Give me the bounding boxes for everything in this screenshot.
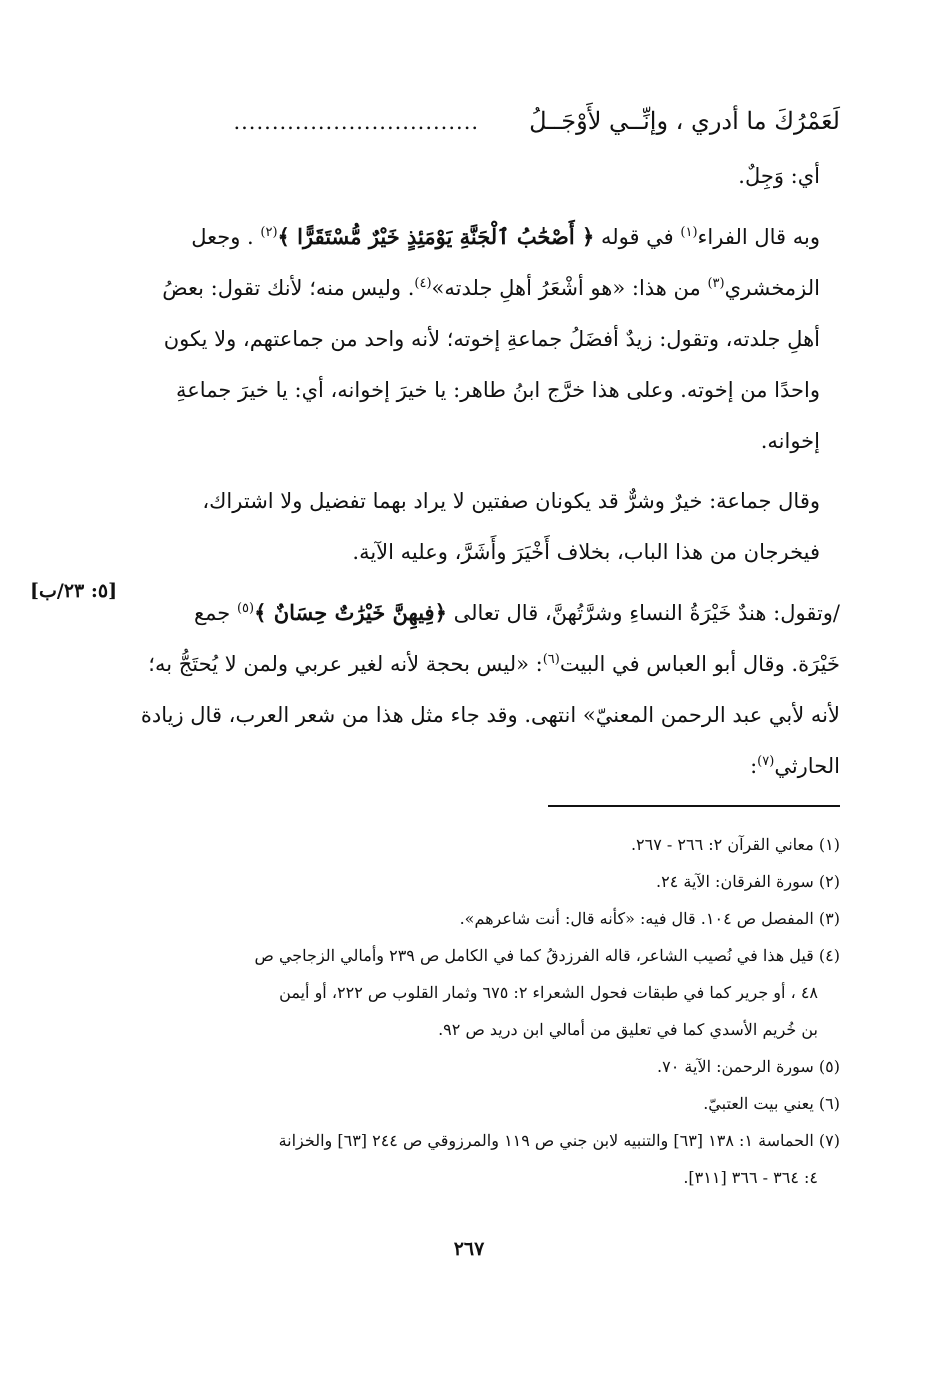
text-line bbox=[98, 211, 840, 263]
verse-text: لَعَمْرُكَ ما أدري ، وإنِّــي لأَوْجَــلُ bbox=[529, 107, 840, 135]
verse-line bbox=[98, 96, 840, 151]
footnote-4 bbox=[98, 937, 840, 1048]
footnote-3: (٣) المفصل ص ١٠٤. قال فيه: «كأنه قال: أنت شاعرهم». bbox=[459, 909, 840, 928]
paragraph-farra bbox=[98, 211, 840, 467]
text-run: : «ليس بحجة لأنه لغير عربي ولمن لا يُحتَجُّ به؛ bbox=[148, 652, 543, 676]
verse-dots: ................................ bbox=[233, 110, 480, 134]
text-run: . وليس منه؛ لأنك تقول: بعضُ bbox=[162, 276, 415, 300]
footnote-ref-6[interactable]: (٦) bbox=[542, 652, 560, 667]
manuscript-folio-reference: [٥: ٢٣/ب] bbox=[30, 580, 118, 602]
quran-verse: ﴿فِيهِنَّ خَيْرَٰتٌ حِسَانٌ ﴾ bbox=[254, 600, 447, 625]
text-run: وبه قال الفراء bbox=[697, 225, 820, 249]
quran-verse: ﴿ أَصْحَٰبُ ٱلْجَنَّةِ يَوْمَئِذٍ خَيْرٌ مُّسْتَقَرًّا ﴾ bbox=[277, 224, 595, 249]
gloss-text: أي: وَجِلٌ. bbox=[738, 164, 820, 188]
text-run: في قوله bbox=[594, 225, 681, 249]
footnote-line: ٤: ٣٦٤ - ٣٦٦ [٣١١]. bbox=[683, 1168, 818, 1187]
footnote-2: (٢) سورة الفرقان: الآية ٢٤. bbox=[656, 872, 840, 891]
text-run: من هذا: «هو أشْعَرُ أهلِ جلدته» bbox=[431, 276, 708, 300]
footnote-line: (٧) الحماسة ١: ١٣٨ [٦٣] والتنبيه لابن جني ص ١١٩ والمرزوقي ص ٢٤٤ [٦٣] والخزانة bbox=[278, 1131, 840, 1150]
text-line: فيخرجان من هذا الباب، بخلاف أَخْيَرَ وأَشَرَّ، وعليه الآية. bbox=[352, 540, 820, 564]
text-line bbox=[98, 587, 840, 639]
text-run: : bbox=[750, 754, 758, 778]
text-line: لأنه لأبي عبد الرحمن المعنيّ» انتهى. وقد جاء مثل هذا من شعر العرب، قال زيادة bbox=[140, 703, 840, 727]
text-line bbox=[98, 741, 840, 792]
footnote-line: بن خُريم الأسدي كما في تعليق من أمالي ابن دريد ص ٩٢. bbox=[438, 1020, 818, 1039]
paragraph-jamaa bbox=[98, 476, 840, 578]
text-line: واحدًا من إخوته. وعلى هذا خرَّج ابنُ طاهر: يا خيرَ إخوانه، أي: يا خيرَ جماعةِ bbox=[176, 378, 820, 402]
text-run: جمع bbox=[193, 601, 237, 625]
text-line bbox=[98, 263, 840, 314]
footnote-line: ٤٨ ، أو جرير كما في طبقات فحول الشعراء ٢: ٦٧٥ وثمار القلوب ص ٢٢٢، أو أيمن bbox=[279, 983, 818, 1002]
footnote-1: (١) معاني القرآن ٢: ٢٦٦ - ٢٦٧. bbox=[630, 835, 840, 854]
text-run: الحارثي bbox=[774, 754, 840, 778]
footnotes bbox=[98, 826, 840, 1196]
footnote-ref-3[interactable]: (٣) bbox=[707, 276, 725, 291]
text-line: إخوانه. bbox=[760, 429, 820, 453]
footnote-ref-7[interactable]: (٧) bbox=[757, 754, 775, 769]
text-line bbox=[98, 639, 840, 690]
footnote-7 bbox=[98, 1122, 840, 1196]
main-text bbox=[98, 96, 840, 792]
footnote-separator bbox=[548, 805, 840, 807]
text-run: خَيْرَة. وقال أبو العباس في البيت bbox=[559, 652, 840, 676]
text-line: وقال جماعة: خيرٌ وشرٌّ قد يكونان صفتين لا يراد بهما تفضيل ولا اشتراك، bbox=[202, 489, 820, 513]
text-run: /وتقول: هندٌ خَيْرَةُ النساءِ وشرَّتُهنَّ، قال تعالى bbox=[446, 601, 840, 625]
footnote-ref-4[interactable]: (٤) bbox=[414, 276, 432, 291]
footnote-ref-1[interactable]: (١) bbox=[680, 225, 698, 240]
footnote-ref-5[interactable]: (٥) bbox=[236, 601, 255, 616]
footnote-line: (٤) قيل هذا في نُصيب الشاعر، قاله الفرزدقُ كما في الكامل ص ٢٣٩ وأمالي الزجاجي ص bbox=[254, 946, 840, 965]
gloss-paragraph bbox=[98, 151, 840, 202]
text-run: . وجعل bbox=[191, 225, 261, 249]
text-run: الزمخشري bbox=[724, 276, 820, 300]
footnote-ref-2[interactable]: (٢) bbox=[260, 225, 278, 240]
page-number: ٢٦٧ bbox=[453, 1238, 485, 1260]
footnote-5: (٥) سورة الرحمن: الآية ٧٠. bbox=[657, 1057, 840, 1076]
paragraph-hind bbox=[98, 587, 840, 792]
footnote-6: (٦) يعني بيت العتبيّ. bbox=[703, 1094, 840, 1113]
text-line: أهلِ جلدته، وتقول: زيدٌ أفضَلُ جماعةِ إخوته؛ لأنه واحد من جماعتهم، ولا يكون bbox=[163, 327, 820, 351]
